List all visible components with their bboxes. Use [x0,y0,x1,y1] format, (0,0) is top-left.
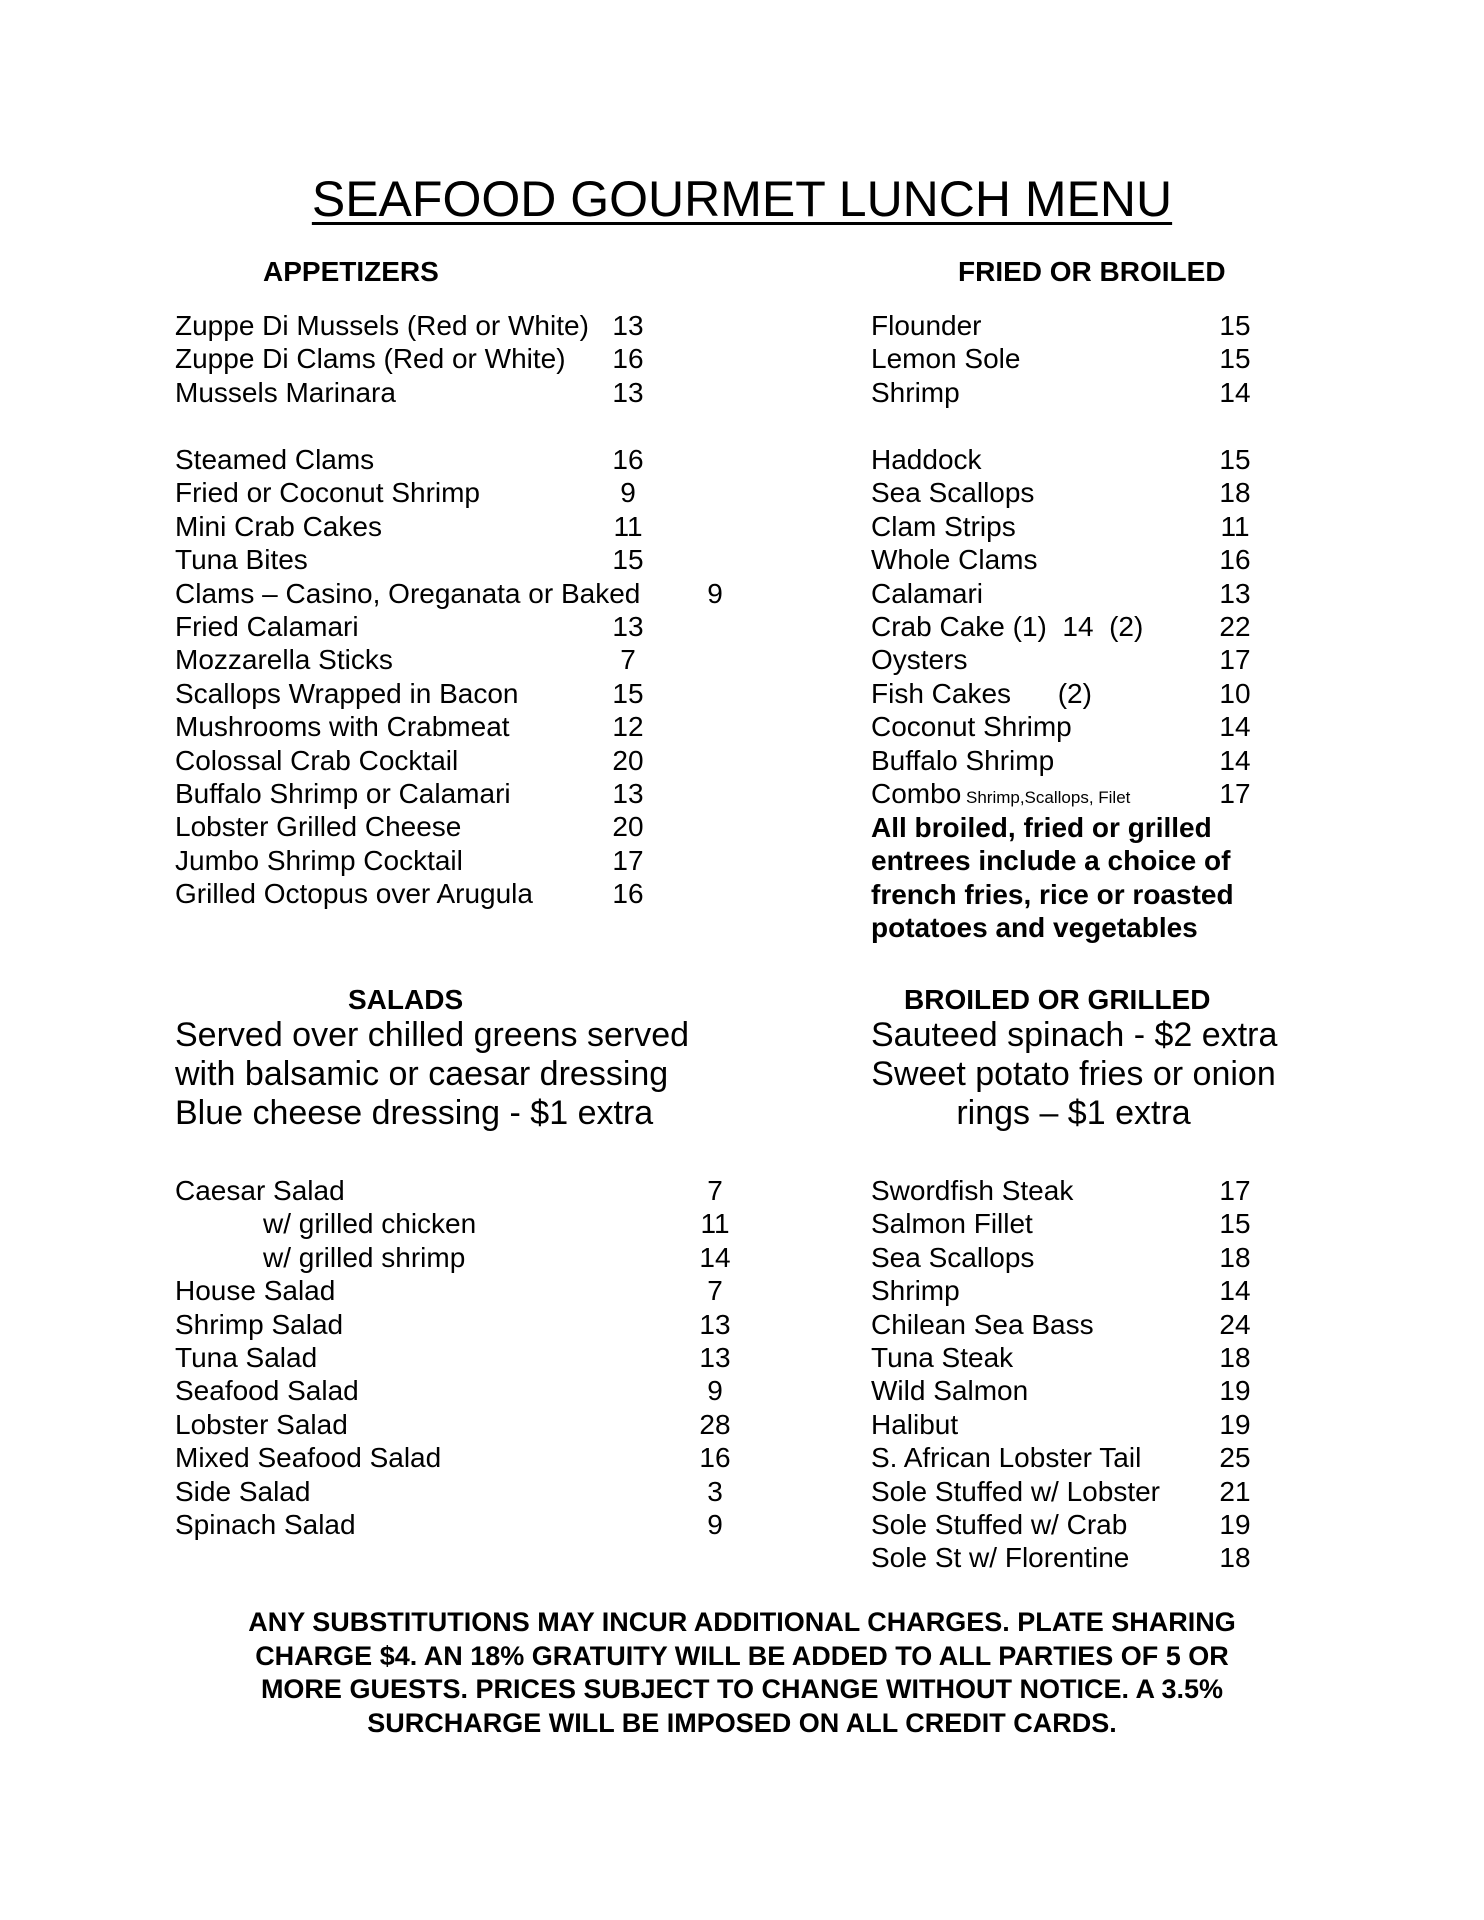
menu-item-name: Lobster Grilled Cheese [175,811,462,843]
menu-item [871,710,1281,743]
menu-item [175,1241,795,1274]
menu-item-name: Mozzarella Sticks [175,644,393,676]
menu-item-price: 17 [612,844,644,876]
menu-item-name: Sole Stuffed w/ Lobster [871,1475,1160,1507]
menu-item [175,677,795,710]
salads-description [175,1016,689,1133]
menu-item [871,1207,1281,1240]
menu-item-price: 22 [1219,610,1251,642]
menu-item-price: 20 [612,744,644,776]
menu-item [871,376,1281,409]
menu-item [871,1274,1281,1307]
fried-note [871,811,1234,945]
menu-item-name: House Salad [175,1275,336,1307]
text-line: Sweet potato fries or onion [871,1055,1276,1093]
menu-item-name: Swordfish Steak [871,1175,1074,1206]
menu-item-name: Fish Cakes (2) [871,677,1092,709]
grilled-description [871,1016,1276,1133]
menu-item-name: Calamari [871,577,984,609]
broiled-grilled-heading: BROILED OR GRILLED [904,984,1211,1015]
menu-item [175,1308,795,1341]
menu-item-name: w/ grilled chicken [263,1208,477,1240]
menu-item [871,1475,1281,1508]
menu-item [175,476,795,509]
menu-item-name: w/ grilled shrimp [263,1241,466,1273]
menu-item [175,810,795,843]
menu-item-price: 11 [700,1208,730,1240]
menu-item [871,1408,1281,1441]
menu-item [175,1374,795,1407]
menu-item-name: Sea Scallops [871,477,1035,509]
menu-item [175,1441,795,1474]
text-line: All broiled, fried or grilled [871,812,1212,843]
text-line: SURCHARGE WILL BE IMPOSED ON ALL CREDIT CARDS. [367,1707,1117,1738]
menu-item [175,342,795,375]
menu-item [175,309,795,342]
menu-item-price: 13 [612,610,644,642]
menu-item-name: Crab Cake (1) 14 (2) [871,610,1144,642]
text-line: ANY SUBSTITUTIONS MAY INCUR ADDITIONAL CHARGES. PLATE SHARING [248,1607,1236,1637]
menu-item-price: 18 [1219,1542,1251,1574]
salads-list [175,1174,795,1541]
menu-item [175,744,795,777]
grilled-list [871,1174,1281,1575]
menu-item-price: 13 [699,1341,731,1373]
appetizers-list-2 [175,443,795,910]
menu-item-price: 9 [707,1375,723,1407]
menu-item-price: 16 [699,1442,731,1474]
menu-item-name: Sea Scallops [871,1241,1035,1273]
text-line: CHARGE $4. AN 18% GRATUITY WILL BE ADDED TO ALL PARTIES OF 5 OR [255,1640,1229,1671]
menu-item-price: 18 [1219,1341,1251,1373]
menu-item-name: Grilled Octopus over Arugula [175,878,533,910]
menu-item-name: Zuppe Di Clams (Red or White) [175,343,566,375]
menu-item-price: 10 [1219,677,1251,709]
menu-item-price: 15 [1219,1208,1251,1240]
menu-item-name: Coconut Shrimp [871,711,1072,743]
text-line: Blue cheese dressing - $1 extra [175,1094,654,1132]
menu-item-price: 9 [620,477,636,509]
menu-item [871,543,1281,576]
menu-item [871,1374,1281,1407]
menu-item-name: Lobster Salad [175,1408,348,1440]
menu-item [871,643,1281,676]
menu-item-name: Mini Crab Cakes [175,510,382,542]
appetizers-list-1 [175,309,795,409]
menu-item-price: 15 [1219,310,1251,341]
menu-item [175,543,795,576]
fried-list-2 [871,443,1281,810]
text-line: entrees include a choice of [871,845,1231,877]
menu-item [871,342,1281,375]
menu-item-name: Chilean Sea Bass [871,1308,1094,1340]
menu-item-price: 14 [1219,711,1251,743]
menu-item [175,877,795,910]
menu-item-name: Buffalo Shrimp or Calamari [175,777,511,809]
fried-list-1 [871,309,1281,409]
menu-item-price: 17 [1219,644,1251,676]
text-line: Sauteed spinach - $2 extra [871,1016,1278,1054]
menu-item [871,777,1281,810]
menu-item-name: Fried Calamari [175,610,359,642]
menu-item-name: Fried or Coconut Shrimp [175,477,481,509]
menu-item [871,443,1281,476]
menu-item [871,1241,1281,1274]
menu-item-name: S. African Lobster Tail [871,1442,1142,1474]
menu-item-price: 12 [612,711,644,743]
menu-item [871,744,1281,777]
menu-item [175,1475,795,1508]
menu-item-name: Mussels Marinara [175,376,396,408]
menu-item-name: Haddock [871,444,982,475]
menu-item [175,1508,795,1541]
text-line: french fries, rice or roasted [871,878,1234,910]
menu-item [175,777,795,810]
appetizers-heading: APPETIZERS [263,256,439,287]
menu-item [871,1508,1281,1541]
menu-item-name: Shrimp Salad [175,1308,344,1340]
menu-item-price: 9 [707,1508,723,1540]
menu-item-price: 24 [1219,1308,1251,1340]
menu-item-name: Shrimp [871,1275,960,1307]
menu-item-name: Clam Strips [871,510,1016,542]
menu-item-name: Caesar Salad [175,1175,345,1206]
menu-item-price: 13 [612,376,644,408]
menu-item-price: 14 [1219,744,1251,776]
menu-item-name: Colossal Crab Cocktail [175,744,459,776]
menu-item-name: Lemon Sole [871,343,1021,375]
menu-item-price: 17 [1219,1175,1251,1206]
menu-item-name: Sole Stuffed w/ Crab [871,1508,1128,1540]
menu-item-name: Zuppe Di Mussels (Red or White) [175,310,589,341]
menu-item-name: Oysters [871,644,968,676]
menu-item-price: 14 [1219,1275,1251,1307]
menu-item-price: 25 [1219,1442,1251,1474]
menu-item-name: Scallops Wrapped in Bacon [175,677,519,709]
menu-item-price: 16 [612,444,644,475]
menu-item-price: 13 [612,777,644,809]
menu-item-price: 21 [1219,1475,1251,1507]
menu-item-price: 15 [1219,343,1251,375]
menu-item-price: 16 [612,878,644,910]
menu-item [175,643,795,676]
menu-item [175,510,795,543]
menu-item-name: Steamed Clams [175,444,375,475]
menu-item-price: 13 [1219,577,1251,609]
menu-item-price: 3 [707,1475,723,1507]
menu-item-price: 14 [1219,376,1251,408]
menu-item-price: 15 [612,544,644,576]
menu-item-name: Mixed Seafood Salad [175,1442,442,1474]
menu-item-name: Buffalo Shrimp [871,744,1055,776]
menu-item-price: 7 [620,644,636,676]
menu-item [871,1541,1281,1574]
menu-item-price: 13 [699,1308,731,1340]
text-line: MORE GUESTS. PRICES SUBJECT TO CHANGE WITHOUT NOTICE. A 3.5% [260,1674,1224,1704]
menu-item-name: Clams – Casino, Oreganata or Baked [175,577,641,609]
menu-item-name: Jumbo Shrimp Cocktail [175,844,463,876]
text-line: with balsamic or caesar dressing [175,1055,669,1093]
menu-item-name: Salmon Fillet [871,1208,1033,1240]
menu-item [175,610,795,643]
menu-item [871,1441,1281,1474]
text-line: Served over chilled greens served [175,1016,690,1054]
menu-item-name: Whole Clams [871,544,1038,576]
menu-item-price: 19 [1219,1408,1251,1440]
menu-item [871,309,1281,342]
text-line: potatoes and vegetables [871,912,1198,944]
menu-item-name: Tuna Salad [175,1341,318,1373]
menu-item-detail: Shrimp,Scallops, Filet [961,787,1131,807]
menu-item [871,577,1281,610]
menu-item [175,1174,795,1207]
menu-item-price: 19 [1219,1375,1251,1407]
menu-item [871,1174,1281,1207]
footer-notice [0,1606,1484,1740]
menu-item-name: Sole St w/ Florentine [871,1542,1130,1574]
menu-item [871,677,1281,710]
menu-item-price: 16 [612,343,644,375]
menu-item-name: Shrimp [871,376,960,408]
menu-item [871,1341,1281,1374]
menu-item-price: 13 [612,310,644,341]
menu-item [871,510,1281,543]
menu-item-price: 7 [707,1275,723,1307]
menu-item [175,710,795,743]
menu-item-name: Halibut [871,1408,959,1440]
menu-item [871,1308,1281,1341]
menu-item-name: Combo Shrimp,Scallops, Filet [871,777,1131,809]
menu-item-price: 20 [612,811,644,843]
menu-item-name: Tuna Bites [175,544,308,576]
menu-item-price: 28 [699,1408,731,1440]
menu-item-price: 16 [1219,544,1251,576]
menu-item [175,443,795,476]
menu-item [175,844,795,877]
page-title: SEAFOOD GOURMET LUNCH MENU [311,171,1173,227]
fried-broiled-heading: FRIED OR BROILED [958,256,1226,287]
menu-item [871,610,1281,643]
menu-item [175,1408,795,1441]
menu-item [871,476,1281,509]
menu-item-name: Wild Salmon [871,1375,1029,1407]
menu-item-price: 11 [613,510,643,542]
menu-item [175,376,795,409]
menu-item-price: 18 [1219,477,1251,509]
menu-item [175,577,795,610]
menu-item-name: Tuna Steak [871,1341,1014,1373]
menu-item-name: Side Salad [175,1475,311,1507]
menu-item-price: 17 [1219,777,1251,809]
text-line: rings – $1 extra [956,1094,1191,1132]
menu-item-price: 14 [699,1241,731,1273]
menu-item-name: Seafood Salad [175,1375,359,1407]
salads-heading: SALADS [348,984,464,1015]
menu-item-price: 11 [1220,510,1250,542]
menu-item-name: Flounder [871,310,982,341]
menu-item [175,1341,795,1374]
menu-item-price: 18 [1219,1241,1251,1273]
menu-item-price: 7 [707,1175,723,1206]
menu-item-price: 19 [1219,1508,1251,1540]
menu-item-name: Spinach Salad [175,1508,356,1540]
menu-item-price: 15 [1219,444,1251,475]
menu-item-price: 9 [707,577,723,609]
menu-item [175,1207,795,1240]
menu-item-price: 15 [612,677,644,709]
menu-item [175,1274,795,1307]
menu-item-name: Mushrooms with Crabmeat [175,711,510,743]
